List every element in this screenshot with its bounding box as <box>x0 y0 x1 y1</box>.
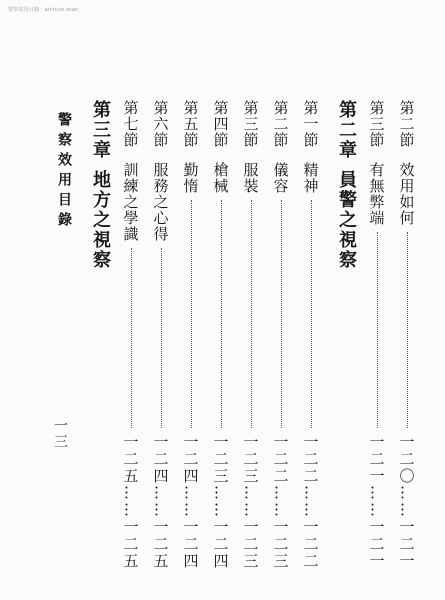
toc-entry-title: 精神 <box>301 162 320 194</box>
toc-section-label: 第五節 <box>181 100 200 148</box>
toc-chapter-heading <box>83 100 113 570</box>
toc-entry-title: 效用如何 <box>397 162 416 226</box>
toc-entry <box>119 100 143 570</box>
toc-page-range: 一二五……一二五 <box>121 434 140 570</box>
toc-page-range: 一二一……一二一 <box>367 434 386 570</box>
toc-entry <box>149 100 173 570</box>
toc-entry-title: 服務之心得 <box>151 162 170 242</box>
page-number: 一三 <box>52 418 68 450</box>
toc-entry <box>395 100 419 570</box>
toc-entry <box>179 100 203 570</box>
dotted-leader <box>311 200 312 428</box>
toc-entry <box>209 100 233 570</box>
toc-entry-title: 服裝 <box>241 162 260 194</box>
toc-section-label: 第三節 <box>367 100 386 148</box>
scan-watermark: 警察效用目錄 · archive scan <box>8 7 79 13</box>
dotted-leader <box>191 200 192 428</box>
toc-entry <box>239 100 263 570</box>
table-of-contents <box>83 100 419 570</box>
toc-page-range: 一二〇……一二一 <box>397 434 416 570</box>
toc-chapter-label: 第二章 <box>336 100 357 160</box>
toc-entry-title: 有無弊端 <box>367 162 386 226</box>
toc-entry-title: 儀容 <box>271 162 290 194</box>
toc-section-label: 第六節 <box>151 100 170 148</box>
toc-page-range: 一二三……一二四 <box>211 434 230 570</box>
running-head: 警察效用目錄 <box>56 112 72 232</box>
toc-page-range: 一二二……一二二 <box>301 434 320 570</box>
toc-section-label: 第一節 <box>301 100 320 148</box>
toc-chapter-title: 地方之視察 <box>90 170 111 270</box>
toc-entry-title: 訓練之學識 <box>121 162 140 242</box>
dotted-leader <box>377 232 378 428</box>
toc-page-range: 一二四……一二四 <box>181 434 200 570</box>
toc-page-range: 一二二……一二三 <box>271 434 290 570</box>
toc-chapter-heading <box>329 100 359 570</box>
toc-entry-title: 勤惰 <box>181 162 200 194</box>
toc-section-label: 第二節 <box>397 100 416 148</box>
toc-entry <box>269 100 293 570</box>
toc-entry <box>365 100 389 570</box>
toc-entry <box>299 100 323 570</box>
toc-page-range: 一二三……一二三 <box>241 434 260 570</box>
toc-page-range: 一二四……一二五 <box>151 434 170 570</box>
toc-chapter-title: 員警之視察 <box>336 170 357 270</box>
dotted-leader <box>221 200 222 428</box>
dotted-leader <box>407 232 408 428</box>
toc-section-label: 第二節 <box>271 100 290 148</box>
dotted-leader <box>281 200 282 428</box>
toc-chapter-label: 第三章 <box>90 100 111 160</box>
dotted-leader <box>131 248 132 428</box>
toc-section-label: 第四節 <box>211 100 230 148</box>
toc-entry-title: 槍械 <box>211 162 230 194</box>
dotted-leader <box>251 200 252 428</box>
toc-section-label: 第七節 <box>121 100 140 148</box>
toc-section-label: 第三節 <box>241 100 260 148</box>
dotted-leader <box>161 248 162 428</box>
